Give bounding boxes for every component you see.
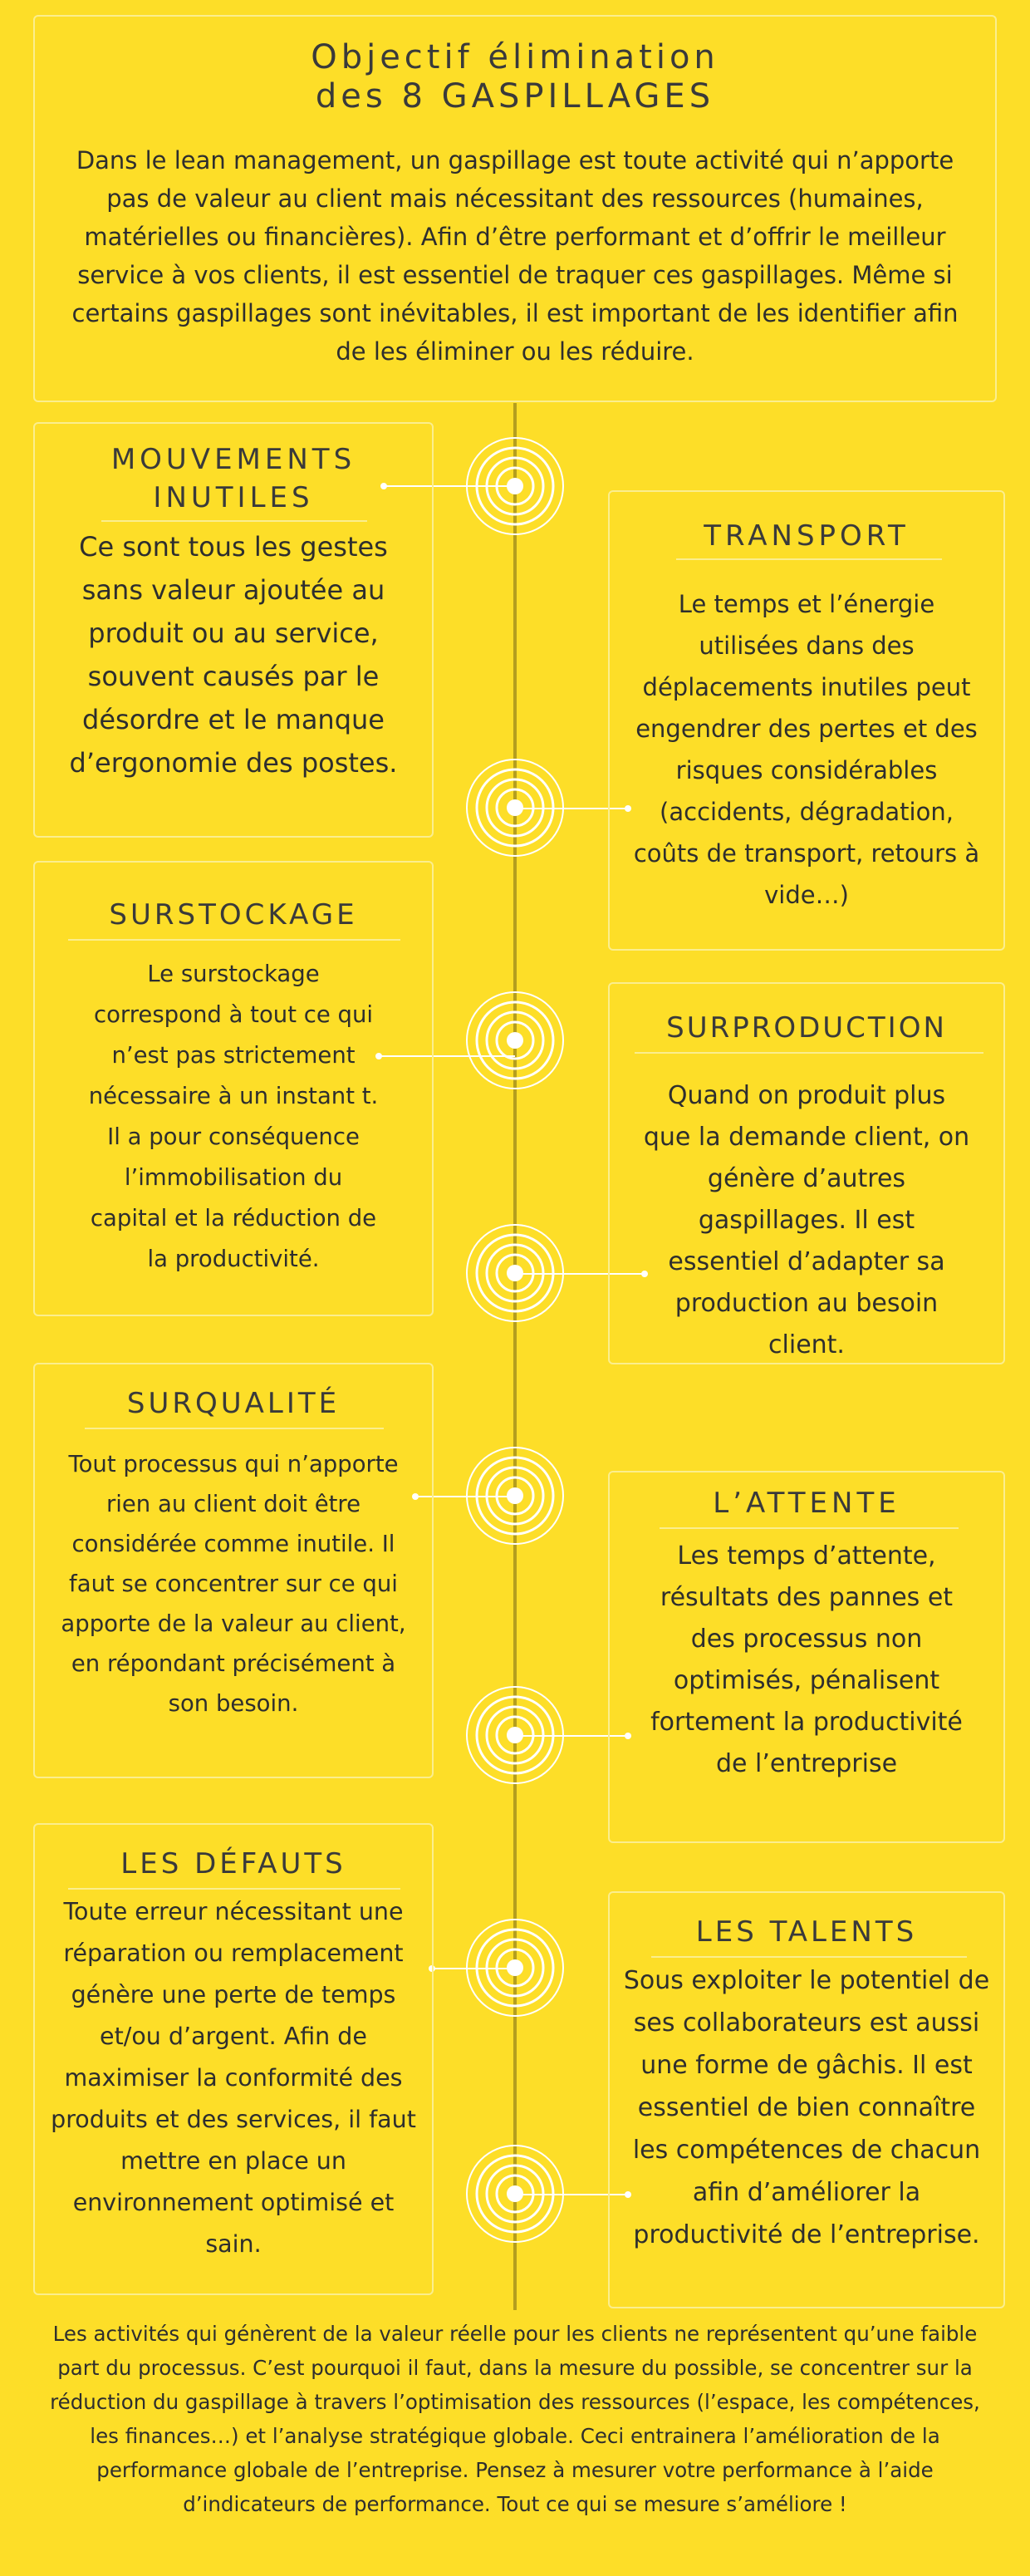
title-rule [68, 939, 400, 941]
title-rule [635, 1052, 983, 1054]
waste-title [610, 517, 1003, 555]
title-rule [676, 558, 942, 560]
waste-title [35, 440, 432, 517]
waste-card-talents [608, 1891, 1005, 2308]
waste-description: Le temps et l’énergie utilisées dans des déplacements inutiles peut engendrer des pertes et des risques considérables (accidents, dégradation, coûts de transport, retours à vide…) [633, 590, 980, 909]
title-rule [651, 1956, 967, 1958]
conclusion-text: Les activités qui génèrent de la valeur réelle pour les clients ne représentent qu’une faible part du processus. C’est pourquoi il faut, dans la mesure du possible, se concentrer sur la réduction du gaspillage à travers l’optimisation des ressources (l’espace, les compétences, les finances…) et l’analyse stratégique globale. Ceci entrainera l’amélioration de la performance globale de l’entreprise. Pensez à mesurer votre performance à l’aide d’indicateurs de performance. Tout ce qui se mesure s’améliore ! [50, 2322, 980, 2516]
page-title-line1: Objectif élimination [311, 38, 719, 76]
title-rule [101, 520, 367, 522]
waste-title [35, 1384, 432, 1423]
waste-title [610, 1009, 1003, 1047]
waste-card-defauts [33, 1823, 434, 2295]
waste-card-surproduction [608, 982, 1005, 1364]
waste-title-line1: SURSTOCKAGE [109, 898, 358, 932]
title-rule [85, 1428, 384, 1429]
waste-description: Quand on produit plus que la demande client, on génère d’autres gaspillages. Il est essentiel d’adapter sa production au besoin client. [643, 1081, 970, 1359]
title-rule [68, 1888, 400, 1890]
waste-description: Sous exploiter le potentiel de ses collaborateurs est aussi une forme de gâchis. Il est essentiel de bien connaître les compétences de chacun afin d’améliorer la productivité de l’entreprise. [623, 1966, 990, 2249]
waste-title-line1: MOUVEMENTS [110, 443, 356, 476]
waste-card-attente [608, 1471, 1005, 1843]
waste-title [610, 1913, 1003, 1951]
waste-description: Tout processus qui n’apporte rien au client doit être considérée comme inutile. Il faut se concentrer sur ce qui apporte de la valeur au client, en répondant précisément à son besoin. [61, 1451, 406, 1717]
connector-line [432, 1968, 515, 1969]
waste-title-line2: INUTILES [153, 481, 314, 514]
intro-text: Dans le lean management, un gaspillage est toute activité qui n’apporte pas de valeur au client mais nécessitant des ressources (humaines, matérielles ou financières). Afin d’être performant et d’offrir le meilleur service à vos clients, il est essentiel de traquer ces gaspillages. Même si certains gaspillages sont inévitables, il est important de les identifier afin de les éliminer ou les réduire. [71, 146, 959, 366]
waste-title-line1: SURQUALITÉ [126, 1387, 341, 1420]
timeline-line [513, 403, 517, 2310]
waste-title [610, 1484, 1003, 1522]
waste-description: Toute erreur nécessitant une réparation ou remplacement génère une perte de temps et/ou d’argent. Afin de maximiser la conformité des produits et des services, il faut mettre en place un environnement optimisé et sain. [51, 1898, 416, 2258]
waste-card-mouvements-inutiles [33, 422, 434, 838]
waste-title [35, 896, 432, 934]
title-rule [660, 1527, 959, 1529]
waste-card-transport [608, 490, 1005, 951]
intro-box [33, 15, 997, 402]
waste-card-surqualite [33, 1363, 434, 1778]
waste-title-line1: LES DÉFAUTS [120, 1847, 346, 1880]
waste-title-line1: TRANSPORT [704, 519, 910, 553]
waste-description: Les temps d’attente, résultats des pannes et des processus non optimisés, pénalisent fortement la productivité de l’entreprise [650, 1541, 963, 1778]
waste-title-line1: LES TALENTS [695, 1915, 918, 1949]
waste-description: Ce sont tous les gestes sans valeur ajoutée au produit ou au service, souvent causés par le désordre et le manque d’ergonomie des postes. [69, 531, 398, 779]
waste-title-line1: SURPRODUCTION [666, 1011, 947, 1045]
waste-description: Le surstockage correspond à tout ce qui n’est pas strictement nécessaire à un instant t. Il a pour conséquence l’immobilisation du capital et la réduction de la productivité. [88, 961, 379, 1272]
page-title-line2: des 8 GASPILLAGES [315, 77, 715, 116]
target-icon [464, 989, 566, 1092]
waste-title [35, 1845, 432, 1883]
waste-title-line1: L’ATTENTE [713, 1487, 900, 1520]
page-title [35, 38, 995, 116]
waste-card-surstockage [33, 861, 434, 1316]
